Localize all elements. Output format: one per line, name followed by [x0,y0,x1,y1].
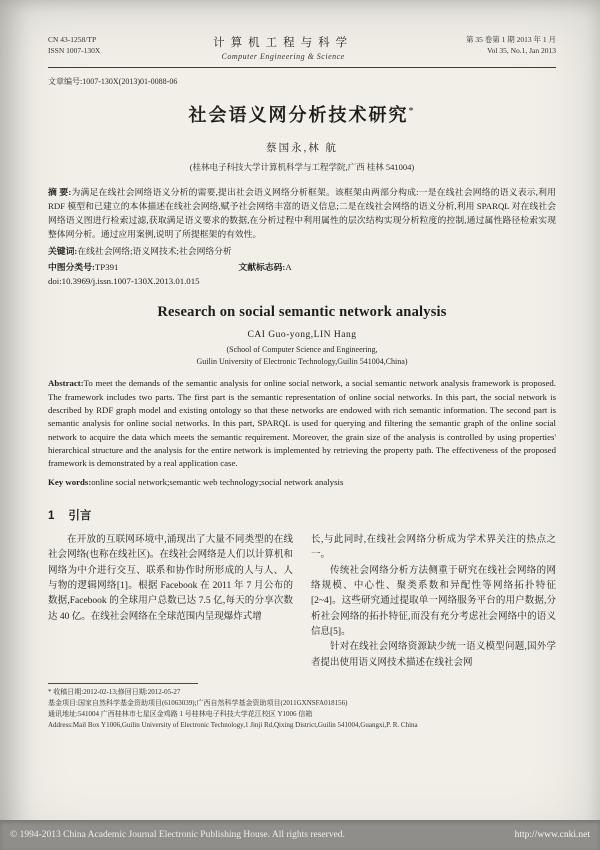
footnote-funding: 基金项目:国家自然科学基金资助项目(61063039);广西自然科学基金资助项目(2011GXNSFA018156) [48,698,348,707]
body-paragraph: 长,与此同时,在线社会网络分析成为学术界关注的热点之一。 [311,534,556,561]
article-title-cn [48,101,556,127]
header-divider [48,67,556,68]
keywords-en [48,477,556,487]
footnote-address-en: Address:Mail Box Y1006,Guilin University of Electronic Technology,1 Jinji Rd,Qixing District,Guilin 541004,Guangxi,P. R. China [48,720,418,729]
journal-header-right [466,34,556,57]
body-column-left [48,533,293,671]
journal-header-left [48,34,100,57]
clc-value: TP391 [94,262,119,273]
journal-name-en: Computer Engineering & Science [221,52,345,61]
section-1-title: 引言 [68,509,92,522]
journal-name-cn: 计算机工程与科学 [213,37,354,49]
journal-header [48,34,556,61]
cnki-url: http://www.cnki.net [514,830,590,840]
abstract-cn-label: 摘 要: [48,187,72,197]
volume-info-en: Vol 35, No.1, Jan 2013 [487,46,556,56]
keywords-cn-label: 关键词: [48,246,78,257]
keywords-cn-text: 在线社会网络;语义网技术;社会网络分析 [77,246,232,257]
footnote-block [48,683,556,730]
article-title-en: Research on social semantic network analysis [157,304,447,321]
footnote-lines [48,687,556,730]
doc-code-label: 文献标志码: [238,262,286,273]
abstract-cn-text: 为满足在线社会网络语义分析的需要,提出社会语义网络分析框架。该框架由两部分构成:一是在线社会网络的语义表示,利用 RDF 模型和已建立的本体描述在线社会网络,赋予社会网络丰富的语义信息;二是在线社会网络的语义分析,利用 SPARQL 对在线社会网络语义图进行检索过滤,获取满足语义要求的数据,在分析过程中利用属性的层次结构实现分析粒度的控制,通过属性路径检索实现整体网分析。通过应用案例,说明了所提框架的有效性。 [48,187,556,240]
clc-label: 中图分类号: [48,262,95,273]
doc-code-value: A [285,262,292,273]
journal-header-center [213,34,353,61]
abstract-cn [48,185,556,241]
keywords-en-label: Key words: [48,476,92,487]
keywords-cn [48,244,556,257]
affiliation-en-line2: Guilin University of Electronic Technology,Guilin 541004,China) [196,357,408,367]
affiliation-en-line1: (School of Computer Science and Engineering, [226,345,378,355]
abstract-en [48,377,556,471]
authors-en: CAI Guo-yong,LIN Hang [247,330,357,341]
volume-info-cn: 第 35 卷第 1 期 2013 年 1 月 [465,35,556,44]
section-1-heading [48,507,556,523]
footnote-received-date: * 收稿日期:2012-02-13;修回日期:2012-05-27 [48,688,181,697]
clc-line [48,260,556,273]
affiliation-cn: (桂林电子科技大学计算机科学与工程学院,广西 桂林 541004) [189,162,415,172]
footnote-address-cn: 通讯地址:541004 广西桂林市七星区金鸡路 1 号桂林电子科技大学花江校区 Y1006 信箱 [48,709,313,718]
cn-number: CN 43-1258/TP [48,35,97,44]
affiliation-en [48,344,556,368]
footnote-divider [48,683,198,684]
cnki-copyright-bar [0,820,600,850]
body-columns [48,533,556,671]
article-title-cn-text: 社会语义网分析技术研究 [188,105,409,125]
section-1-number: 1 [48,509,55,522]
issn-number: ISSN 1007-130X [48,46,101,56]
body-column-right [311,533,556,671]
title-footnote-marker: * [408,106,416,117]
body-paragraph: 针对在线社会网络资源缺少统一语义模型问题,国外学者提出使用语义网技术描述在线社会网 [311,642,556,668]
abstract-en-text: To meet the demands of the semantic analysis for online social network, a social semantic network analysis framework is proposed. The framework includes two parts. The first part is the semantic representation of online social networks. In this part, the social network is described by RDF graph model and existing ontology so that these networks are endowed with rich semantic information. The second part is semantic analysis for online social networks. In this part, SPARQL is used for querying and filtering the semantic graph of the online social network to acquire the data which meets the semantic requirement. Moreover, the grain size of the analysis is controlled by using properties' hierarchical structure and the analysis for the entire network is implemented by retrieving the property path. The effectiveness of the proposed framework is demonstrated by a real application case. [48,378,556,469]
authors-cn: 蔡国永,林 航 [266,143,338,154]
abstract-en-label: Abstract: [48,378,84,389]
body-paragraph: 在开放的互联网环境中,涌现出了大量不同类型的在线社会网络(也称在线社区)。在线社会网络是人们以计算机和网络为中介进行交互、联系和协作时所形成的人与人、人与物的逻辑网络[1]。根据 Facebook 在 2011 年 7 月公布的数据,Facebook 的全球用户总数已达 7.5 亿,每天的分享次数达 40 亿。在线社会网络在全球范围内呈现爆炸式增 [48,534,293,622]
article-id: 文章编号:1007-130X(2013)01-0088-06 [48,77,178,86]
keywords-en-text: online social network;semantic web technology;social network analysis [91,476,344,487]
body-paragraph: 传统社会网络分析方法侧重于研究在线社会网络的网络规模、中心性、聚类系数和异配性等网络拓扑特征[2~4]。这些研究通过提取单一网络服务平台的用户数据,分析社会网络的拓扑特征,而没有充分考虑社会网络中的语义信息[5]。 [311,565,556,638]
copyright-text: © 1994-2013 China Academic Journal Electronic Publishing House. All rights reserved. [10,830,345,840]
doi-line: doi:10.3969/j.issn.1007-130X.2013.01.015 [48,276,200,287]
